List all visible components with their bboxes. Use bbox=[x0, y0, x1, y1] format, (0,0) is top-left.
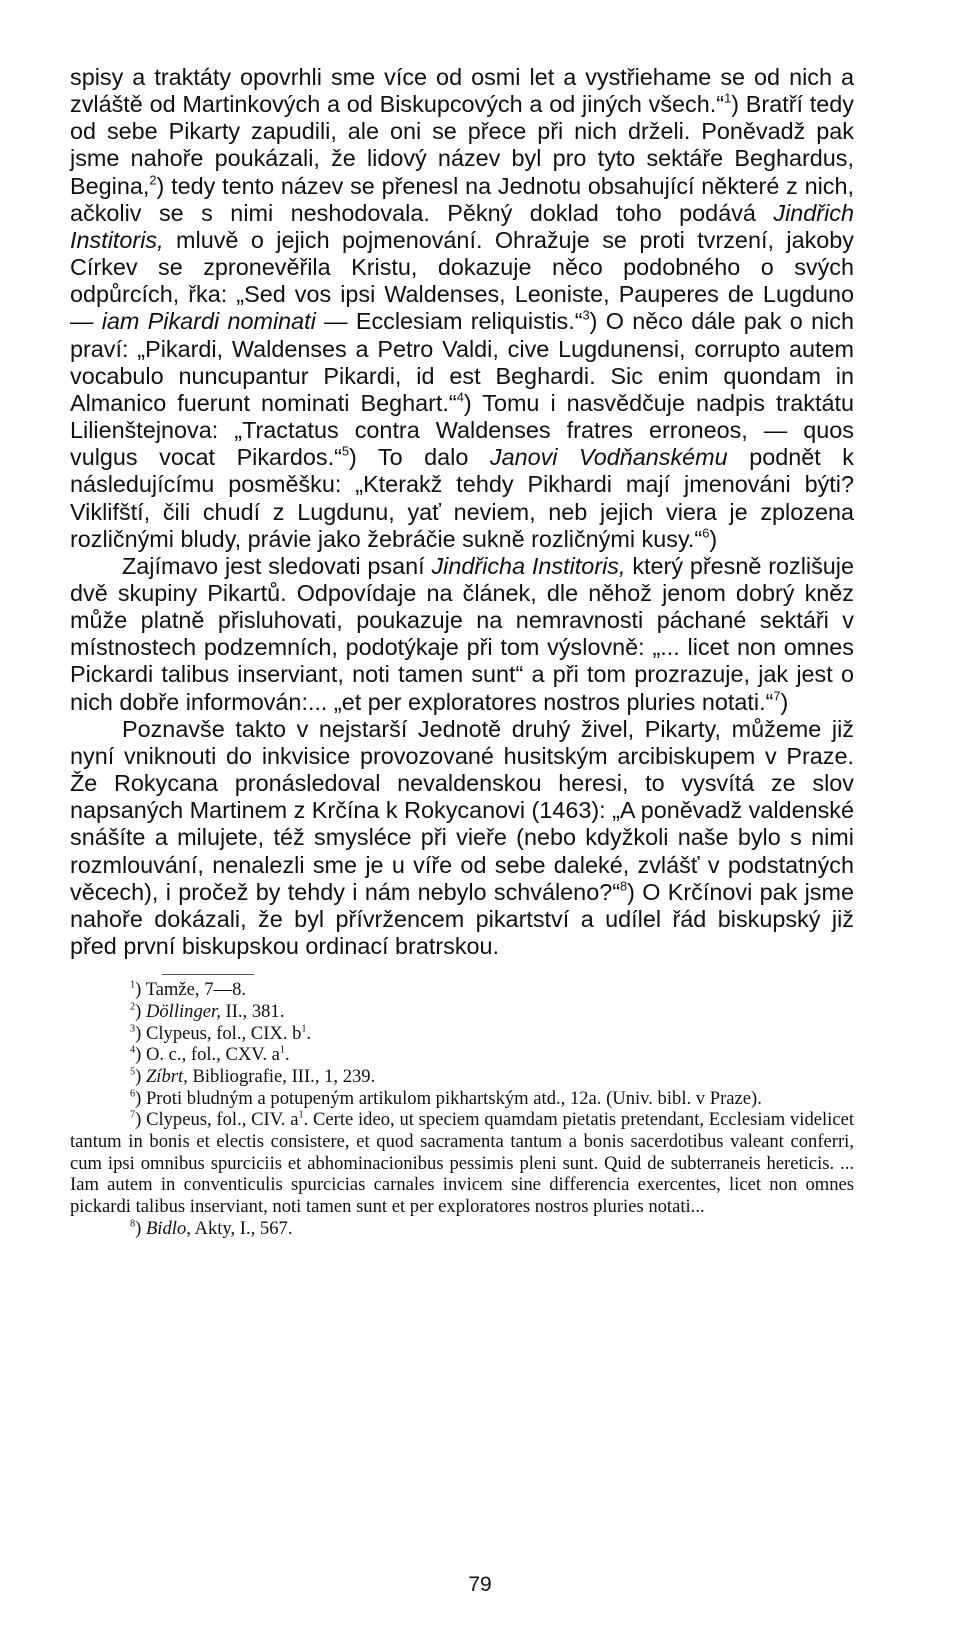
text-run: ) Tomu i nasvědčuje nadpis traktátu Lilienštejnova: „Tractatus contra Waldenses fratres erroneos, — quos vulgus vocat Pikardos.“ bbox=[70, 389, 854, 471]
folio-sup: 1 bbox=[279, 1044, 285, 1056]
footnote-author: Döllinger, bbox=[145, 1000, 221, 1022]
paragraph bbox=[70, 716, 854, 960]
italic-quote: iam Pikardi nominati bbox=[101, 308, 316, 335]
footnote-text: . Certe ideo, ut speciem quamdam pietatis pretendant, Ecclesiam videlicet tantum in bonis et electis consistere, et quod sacramenta tantum a bonis sacerdotibus valeant conferri, cum ipsi omnibus spurciciis et abhominacionibus pessimis pleni sunt. Quid de subterraneis hereticis. ... Iam autem in conventiculis spurcicias carnales invicem sine differencia exercentes, licet non omnes pickardi talibus inserviant, noti tamen sunt et per exploratores nostros pluries notati... bbox=[70, 1109, 854, 1218]
footnote-text: Bibliografie, III., 1, 239. bbox=[187, 1065, 376, 1087]
paragraph bbox=[70, 553, 854, 716]
footnote-mark: 6 bbox=[130, 1088, 136, 1099]
text-run: ) To dalo bbox=[349, 444, 490, 471]
text-run: který přesně rozlišuje dvě skupiny Pikartů. Odpovídaje na článek, dle něhož jenom dobrý kněz může platně přisluhovati, poukazuje na nemravnosti páchané sektáři v místnostech podzemních, podotýkaje při tom výslovně: „... licet non omnes Pickardi talibus inserviant, noti tamen sunt“ a při tom prozrazuje, jak jest o nich dobře informován:... „et per exploratores nostros pluries notati.“ bbox=[70, 552, 855, 715]
footnote-text: ) Clypeus, fol., CIX. b bbox=[135, 1022, 302, 1044]
footnote-ref: 7 bbox=[773, 687, 781, 703]
footnote-text: ) Tamže, 7—8. bbox=[135, 979, 247, 1001]
page-number: 79 bbox=[468, 1573, 492, 1596]
footnote-text: Akty, I., 567. bbox=[190, 1217, 293, 1239]
footnote-ref: 8 bbox=[620, 878, 628, 894]
text-run: ) O Krčínovi pak jsme nahoře dokázali, že byl přívržencem pikartství a udílel řád biskupský již před první biskupskou ordinací bratrskou. bbox=[70, 878, 854, 959]
footnote-divider bbox=[162, 974, 254, 975]
footnote-ref: 5 bbox=[341, 443, 350, 459]
footnote-mark: 1 bbox=[130, 979, 136, 991]
footnote-ref: 6 bbox=[702, 525, 710, 541]
text-run: Zajímavo jest sledovati psaní bbox=[122, 552, 432, 579]
footnote-author: Zíbrt, bbox=[145, 1065, 188, 1087]
text-run: ) bbox=[709, 525, 718, 552]
footnote: $^2$) Döllinger, II., 381. bbox=[130, 1000, 285, 1022]
footnote-text: ) O. c., fol., CXV. a bbox=[135, 1044, 280, 1066]
text-run: ) Bratří tedy od sebe Pikarty zapudili, ale oni se přece při nich drželi. Poněvadž pak jsme nahoře poukázali, že lidový název byl pro tyto sektáře Beghardus, Begina, bbox=[70, 91, 855, 199]
footnote-mark: 4 bbox=[130, 1044, 136, 1056]
text-run: mluvě o jejich pojmenování. Ohražuje se proti tvrzení, jakoby Církev se zpronevěřila Kristu, dokazuje něco podobného o svých odpůrcích, řka: „Sed vos ipsi Waldenses, Leoniste, Pauperes de Lugduno — bbox=[70, 226, 854, 335]
italic-name: Jindřicha Institoris, bbox=[431, 552, 626, 579]
text-run: — Ecclesiam reliquistis.“ bbox=[315, 308, 583, 335]
footnote-text: ) Proti bludným a potupeným artikulom pikhartským atd., 12a. (Univ. bibl. v Praze). bbox=[135, 1087, 762, 1109]
footnote-ref: 1 bbox=[724, 90, 732, 106]
footnote: $^8$) Bidlo, Akty, I., 567. bbox=[130, 1217, 293, 1239]
footnotes bbox=[70, 979, 854, 1239]
footnote-mark: 8 bbox=[130, 1218, 136, 1230]
footnote: $^5$) Zíbrt, Bibliografie, III., 1, 239. bbox=[130, 1065, 376, 1087]
footnote bbox=[70, 1044, 854, 1066]
main-text bbox=[70, 64, 854, 960]
footnote-mark: 7 bbox=[130, 1109, 136, 1121]
text-run: Poznavše takto v nejstarší Jednotě druhý živel, Pikarty, můžeme již nyní vniknouti do inkvisice provozované husitským arcibiskupem v Praze. Že Rokycana pronásledoval nevaldenskou heresi, to vysvítá ze slov napsaných Martinem z Krčína k Rokycanovi (1463): „A poněvadž valdenské snášíte a milujete, též smysléce při vieře (nebo kdyžkoli naše bylo s nimi rozmlouvání, nenalezli sme je u víře od sebe daleké, zvlášť v podstatných věcech), i pročež by tehdy i nám nebylo schváleno?“ bbox=[70, 715, 854, 905]
folio-sup: 1 bbox=[298, 1109, 304, 1121]
text-run: podnět k následujícímu posměšku: „Kterakž tehdy Pikhardi mají jmenováni býti? Viklifští, čili chudí z Lugdunu, yať neviem, neb jejich viera je zplozena rozličnými bludy, právie jako žebráčie sukně rozličnými kusy.“ bbox=[70, 444, 854, 552]
italic-name: Jindřich Institoris, bbox=[70, 199, 854, 253]
page-content bbox=[70, 64, 854, 1240]
footnote-text: . bbox=[285, 1044, 290, 1066]
text-run: spisy a traktáty opovrhli sme více od osmi let a vystřiehame se od nich a zvláště od Martinkových a od Biskupcových a od jiných všech.“ bbox=[70, 64, 854, 118]
text-run: ) bbox=[780, 688, 789, 715]
text-run: ) O něco dále pak o nich praví: „Pikardi, Waldenses a Petro Valdi, cive Lugdunensi, corrupto autem vocabulo nuncupantur Pikardi, id est Beghardi. Sic enim quondam in Almanico fuerunt nominati Beghart.“ bbox=[70, 308, 854, 416]
footnote-ref: 2 bbox=[149, 171, 157, 187]
footnote-mark: 3 bbox=[130, 1022, 136, 1034]
footnote-text: . bbox=[306, 1022, 312, 1044]
footnote-text: ) Clypeus, fol., CIV. a bbox=[135, 1109, 299, 1131]
footnote-mark: 5 bbox=[130, 1066, 136, 1078]
footnote-ref: 3 bbox=[582, 307, 590, 323]
footnote bbox=[70, 1109, 854, 1218]
footnote bbox=[70, 1023, 854, 1045]
folio-sup: 1 bbox=[301, 1022, 307, 1034]
paragraph bbox=[70, 64, 854, 553]
footnote-ref: 4 bbox=[456, 389, 464, 405]
footnote bbox=[70, 979, 854, 1001]
footnote-author: Bidlo, bbox=[145, 1217, 191, 1239]
footnote-mark: 2 bbox=[130, 1001, 136, 1013]
italic-name: Janovi Vodňanskému bbox=[489, 444, 728, 471]
footnote bbox=[70, 1088, 854, 1110]
text-run: ) tedy tento název se přenesl na Jednotu obsahující některé z nich, ačkoliv se s nimi neshodovala. Pěkný doklad toho podává bbox=[70, 172, 854, 226]
footnote-text: II., 381. bbox=[220, 1000, 285, 1022]
